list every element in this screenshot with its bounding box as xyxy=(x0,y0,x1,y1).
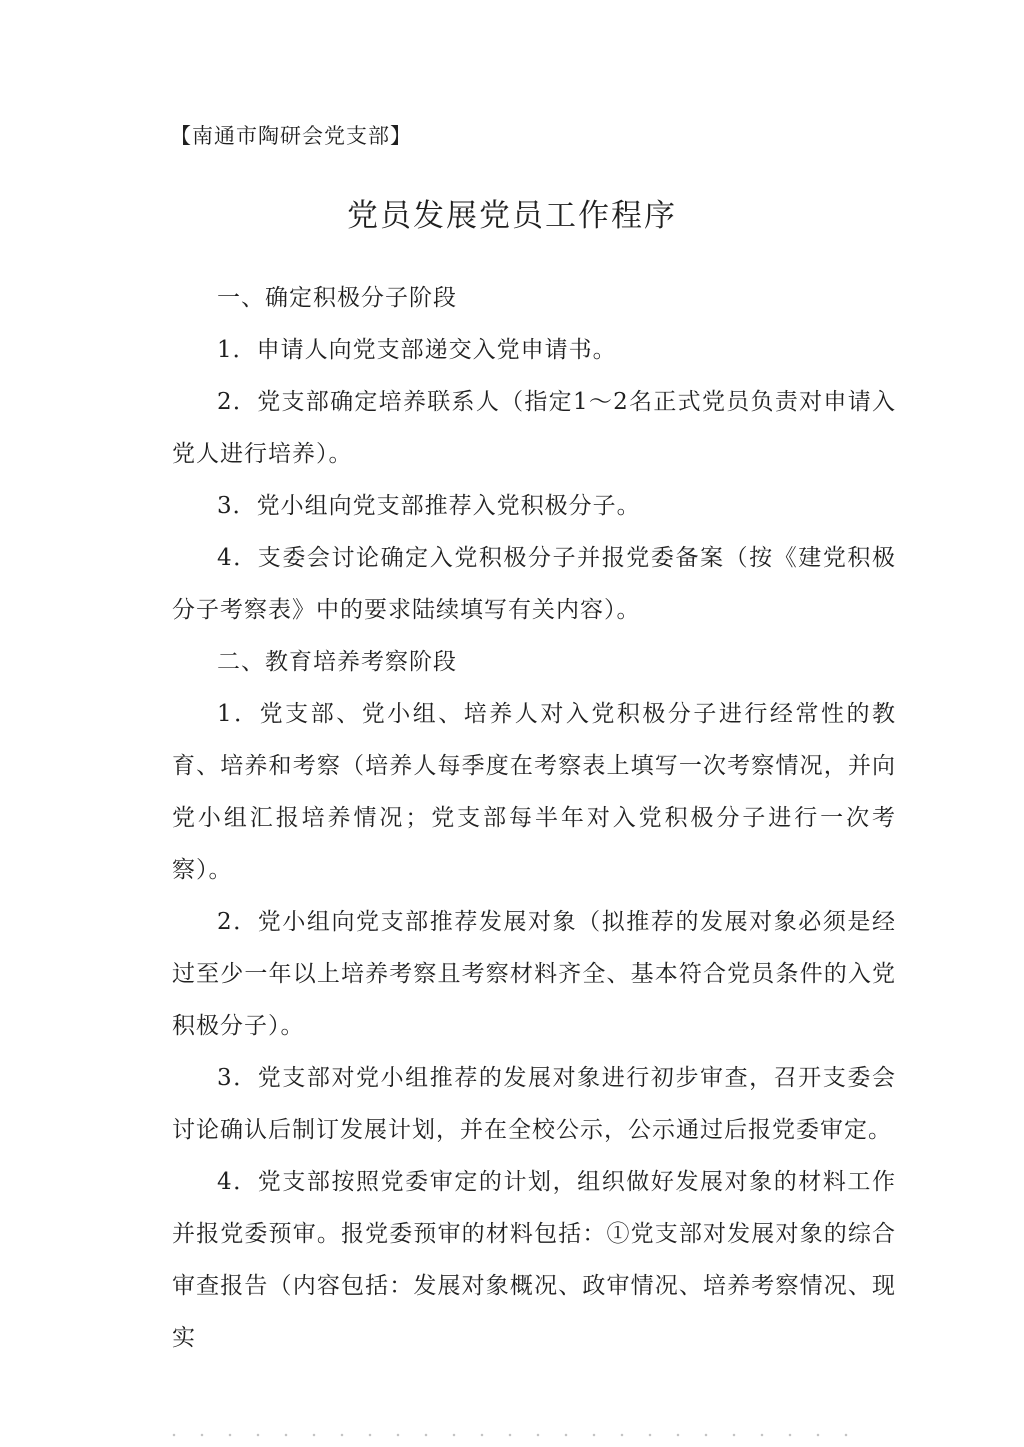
section-heading-1: 一、确定积极分子阶段 xyxy=(217,285,457,311)
scan-artifact xyxy=(160,1432,860,1438)
paragraph: 4．党支部按照党委审定的计划，组织做好发展对象的材料工作并报党委预审。报党委预审的材料包括：①党支部对发展对象的综合审查报告（内容包括：发展对象概况、政审情况、培养考察情况、现实 xyxy=(172,1169,896,1351)
section-heading-2: 二、教育培养考察阶段 xyxy=(217,649,457,675)
paragraph: 2．党支部确定培养联系人（指定1～2名正式党员负责对申请入党人进行培养）。 xyxy=(172,389,896,467)
paragraph: 1．申请人向党支部递交入党申请书。 xyxy=(217,337,617,363)
document-body xyxy=(172,272,896,1364)
paragraph: 4．支委会讨论确定入党积极分子并报党委备案（按《建党积极分子考察表》中的要求陆续填写有关内容）。 xyxy=(172,545,896,623)
paragraph: 2．党小组向党支部推荐发展对象（拟推荐的发展对象必须是经过至少一年以上培养考察且考察材料齐全、基本符合党员条件的入党积极分子）。 xyxy=(172,909,896,1039)
paragraph: 3．党小组向党支部推荐入党积极分子。 xyxy=(217,493,641,519)
organization-label: 【南通市陶研会党支部】 xyxy=(170,124,412,148)
paragraph: 1．党支部、党小组、培养人对入党积极分子进行经常性的教育、培养和考察（培养人每季度在考察表上填写一次考察情况，并向党小组汇报培养情况；党支部每半年对入党积极分子进行一次考察）。 xyxy=(172,701,896,883)
document-title: 党员发展党员工作程序 xyxy=(347,198,677,234)
paragraph: 3．党支部对党小组推荐的发展对象进行初步审查，召开支委会讨论确认后制订发展计划，并在全校公示，公示通过后报党委审定。 xyxy=(172,1065,896,1143)
